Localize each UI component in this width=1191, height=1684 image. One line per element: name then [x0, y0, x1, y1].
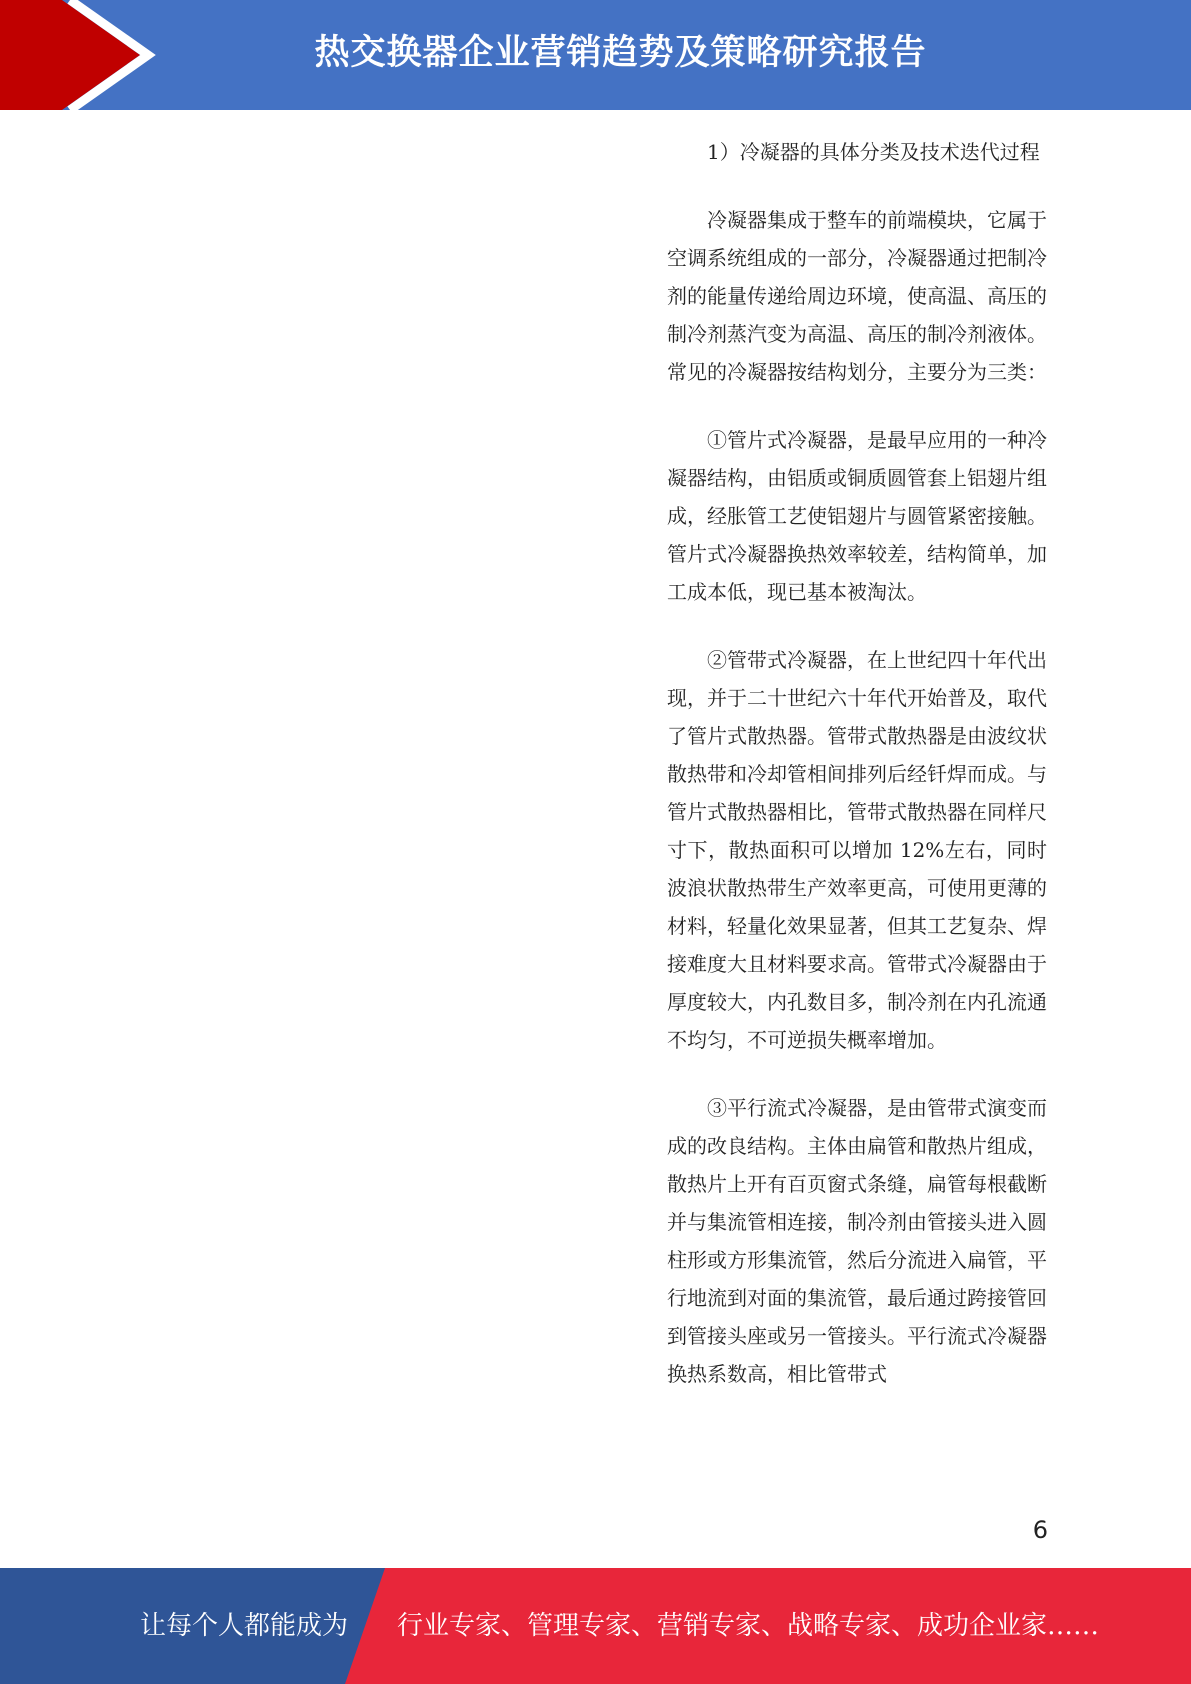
footer-slogan-right: 行业专家、管理专家、营销专家、战略专家、成功企业家…… [397, 1611, 1100, 1641]
footer-banner [0, 1568, 1191, 1684]
document-title: 热交换器企业营销趋势及策略研究报告 [314, 33, 927, 73]
body-text [667, 133, 1047, 1423]
section-heading: 1）冷凝器的具体分类及技术迭代过程 [707, 140, 1040, 164]
paragraph: ②管带式冷凝器，在上世纪四十年代出现，并于二十世纪六十年代开始普及，取代了管片式散热器。管带式散热器是由波纹状散热带和冷却管相间排列后经钎焊而成。与管片式散热器相比，管带式散热器在同样尺寸下，散热面积可以增加 12%左右，同时波浪状散热带生产效率更高，可使用更薄的材料，轻量化效果显著，但其工艺复杂、焊接难度大且材料要求高。管带式冷凝器由于厚度较大，内孔数目多，制冷剂在内孔流通不均匀，不可逆损失概率增加。 [667, 648, 1047, 1052]
paragraph: 冷凝器集成于整车的前端模块，它属于空调系统组成的一部分，冷凝器通过把制冷剂的能量传递给周边环境，使高温、高压的制冷剂蒸汽变为高温、高压的制冷剂液体。常见的冷凝器按结构划分，主要分为三类： [667, 208, 1047, 384]
chevron-decoration-icon [0, 0, 160, 110]
paragraph: ③平行流式冷凝器，是由管带式演变而成的改良结构。主体由扁管和散热片组成，散热片上开有百页窗式条缝，扁管每根截断并与集流管相连接，制冷剂由管接头进入圆柱形或方形集流管，然后分流进入扁管，平行地流到对面的集流管，最后通过跨接管回到管接头座或另一管接头。平行流式冷凝器换热系数高，相比管带式 [667, 1096, 1047, 1386]
page-number: 6 [1032, 1516, 1048, 1544]
header-banner [0, 0, 1191, 110]
paragraph: ①管片式冷凝器，是最早应用的一种冷凝器结构，由铝质或铜质圆管套上铝翅片组成，经胀管工艺使铝翅片与圆管紧密接触。管片式冷凝器换热效率较差，结构简单，加工成本低，现已基本被淘汰。 [667, 428, 1047, 604]
footer-slogan-left: 让每个人都能成为 [140, 1611, 349, 1641]
